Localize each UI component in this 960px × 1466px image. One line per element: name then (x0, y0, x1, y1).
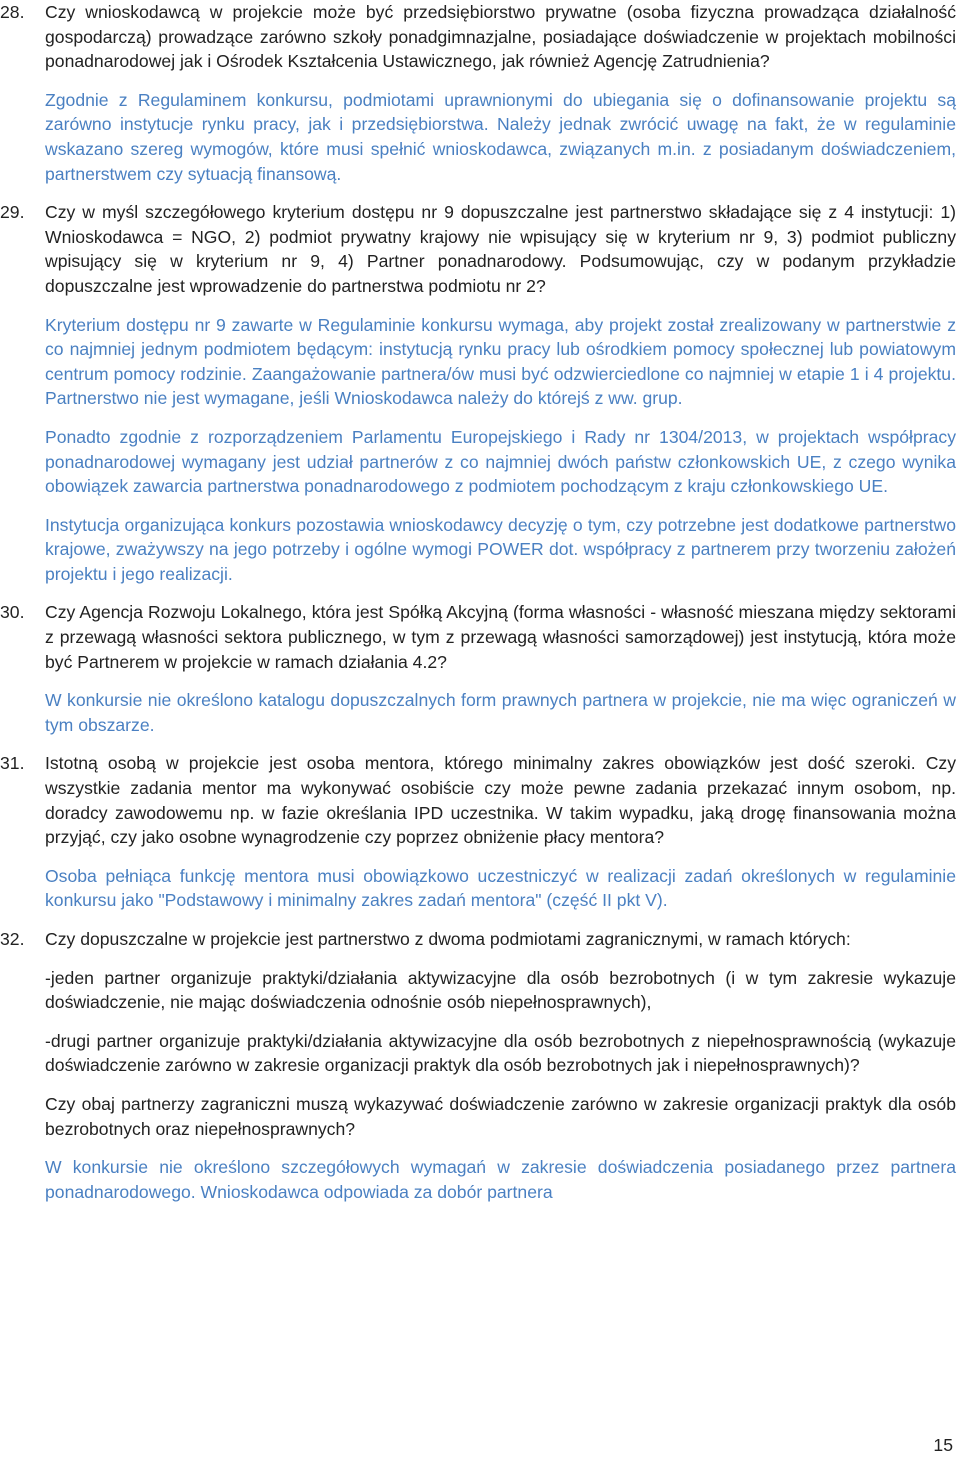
answer-text: Osoba pełniąca funkcję mentora musi obowiązkowo uczestniczyć w realizacji zadań określonych w regulaminie konkursu jako "Podstawowy i minimalny zakres zadań mentora" (część II pkt V). (45, 865, 956, 911)
question-text: Istotną osobą w projekcie jest osoba mentora, którego minimalny zakres obowiązków jest dość szeroki. Czy wszystkie zadania mentor ma wykonywać osobiście czy może pewne zadania przekazać innym osobom, np. doradcy zawodowemu np. w fazie określania IPD uczestnika. W takim wypadku, jaką drogę finansowania można przyjąć, czy jako osobne wynagrodzenie czy poprzez obniżenie płacy mentora? (45, 753, 956, 848)
question-text: Czy Agencja Rozwoju Lokalnego, która jest Spółką Akcyjną (forma własności - własność mieszana między sektorami z przewagą własności sektora publicznego, w tym z przewagą własności samorządowej) jest instytucją, która może być Partnerem w projekcie w ramach działania 4.2? (45, 602, 956, 672)
question-item-30 (0, 600, 960, 737)
question-text: -jeden partner organizuje praktyki/działania aktywizacyjne dla osób bezrobotnych (i w tym zakresie wykazuje doświadczenie, nie mając doświadczenia odnośnie osób niepełnosprawnych), (45, 967, 956, 1013)
question-text: Czy obaj partnerzy zagraniczni muszą wykazywać doświadczenie zarówno w zakresie organizacji praktyk dla osób bezrobotnych oraz niepełnosprawnych? (45, 1093, 956, 1139)
page-number: 15 (933, 1435, 953, 1455)
question-text: Czy dopuszczalne w projekcie jest partnerstwo z dwoma podmiotami zagranicznymi, w ramach których: (45, 929, 851, 949)
question-number: 28. (0, 2, 25, 22)
question-item-28 (0, 0, 960, 186)
question-item-31 (0, 751, 960, 913)
question-text: Czy w myśl szczegółowego kryterium dostępu nr 9 dopuszczalne jest partnerstwo składające się z 4 instytucji: 1) Wnioskodawca = NGO, 2) podmiot prywatny krajowy nie wpisujący się w kryterium nr 9, 3) podmiot publiczny wpisujący się w kryterium nr 9, 4) Partner ponadnarodowy. Podsumowując, czy w podanym przykładzie dopuszczalne jest wprowadzenie do partnerstwa podmiotu nr 2? (45, 202, 956, 296)
answer-text: Ponadto zgodnie z rozporządzeniem Parlamentu Europejskiego i Rady nr 1304/2013, w projektach współpracy ponadnarodowej wymagany jest udział partnerów z co najmniej dwóch państw członkowskich UE, z czego wynika obowiązek zawarcia partnerstwa ponadnarodowego z podmiotem pochodzącym z kraju członkowskiego UE. (45, 426, 956, 497)
question-item-29 (0, 200, 960, 586)
answer-text: W konkursie nie określono szczegółowych wymagań w zakresie doświadczenia posiadanego przez partnera ponadnarodowego. Wnioskodawca odpowiada za dobór partnera (45, 1157, 956, 1202)
question-number: 29. (0, 202, 25, 223)
question-text: Czy wnioskodawcą w projekcie może być przedsiębiorstwo prywatne (osoba fizyczna prowadząca działalność gospodarczą) prowadzące zarówno szkoły ponadgimnazjalne, posiadające doświadczenie w projektach mobilności ponadnarodowej jak i Ośrodek Kształcenia Ustawicznego, jak również Agencję Zatrudnienia? (45, 2, 956, 72)
answer-text: Instytucja organizująca konkurs pozostawia wnioskodawcy decyzję o tym, czy potrzebne jest dodatkowe partnerstwo krajowe, zważywszy na jego potrzeby i ogólne wymogi POWER dot. współpracy z partnerem przy tworzeniu założeń projektu i jego realizacji. (45, 514, 956, 584)
question-item-32 (0, 927, 960, 1204)
answer-text: Zgodnie z Regulaminem konkursu, podmiotami uprawnionymi do ubiegania się o dofinansowanie projektu są zarówno instytucje rynku pracy, jak i przedsiębiorstwa. Należy jednak zwrócić uwagę na fakt, że w regulaminie wskazano szereg wymogów, które musi spełnić wnioskodawca, związanych m.in. z posiadanym doświadczeniem, partnerstwem czy sytuacją finansową. (45, 89, 956, 184)
answer-text: Kryterium dostępu nr 9 zawarte w Regulaminie konkursu wymaga, aby projekt został zrealizowany w partnerstwie z co najmniej jednym podmiotem będącym: instytucją rynku pracy lub ośrodkiem pomocy społecznej lub powiatowym centrum pomocy rodzinie. Zaangażowanie partnera/ów musi być odzwierciedlone co najmniej w etapie 1 i 4 projektu. Partnerstwo nie jest wymagane, jeśli Wnioskodawca należy do którejś z ww. grup. (45, 314, 956, 409)
question-number: 32. (0, 929, 25, 949)
question-text: -drugi partner organizuje praktyki/działania aktywizacyjne dla osób bezrobotnych z niepełnosprawnością (wykazuje doświadczenie zarówno w zakresie organizacji praktyk dla osób bezrobotnych jak i niepełnosprawnych)? (45, 1030, 956, 1076)
answer-text: W konkursie nie określono katalogu dopuszczalnych form prawnych partnera w projekcie, nie ma więc ograniczeń w tym obszarze. (45, 690, 956, 735)
question-number: 31. (0, 753, 25, 774)
question-number: 30. (0, 602, 25, 623)
